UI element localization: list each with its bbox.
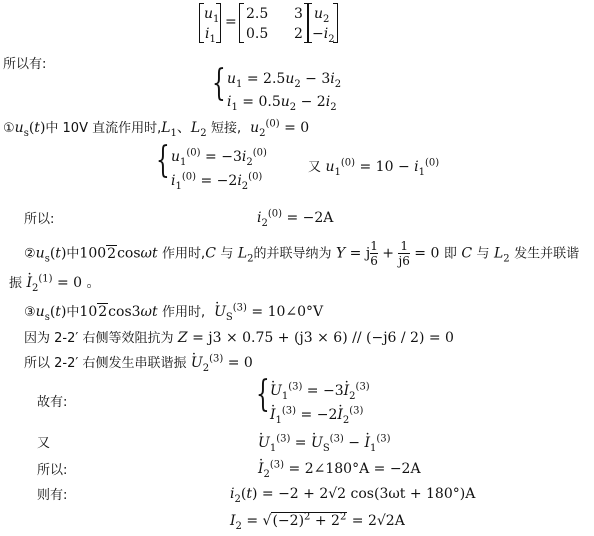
resonance-cont-line: 振 · $I_2^{(1)} = 0$ 。 — [9, 276, 101, 290]
therefore-label: 故有: — [37, 395, 68, 410]
eq-u1-3: · $U_1^{(3)} = -3\cdot I_2^{(3)}$ — [270, 384, 370, 398]
matrix-coefficients: 2.5 3 0.5 2 — [239, 3, 309, 43]
brace-1: { — [212, 63, 226, 104]
eq-i2-dc: $i_2^{(0)} = -2A$ — [257, 208, 334, 229]
brace-3: { — [256, 374, 270, 415]
series-resonance-line: 所以 2-2′ 右侧发生串联谐振 · $U_2^{(3)} = 0$ — [24, 356, 253, 370]
equals-sign: = — [225, 14, 237, 30]
eq-i2-3: · $I_2^{(3)}$ = 2∠180°A = −2A — [258, 462, 421, 476]
impedance-line: 因为 2-2′ 右侧等效阻抗为 Z = j3 × 0.75 + (j3 × 6) // (−j6 / 2) = 0 — [24, 330, 454, 346]
ac3-case-line: $③u_s(t)$中102cos3ωt 作用时, · $U_S^{(3)}$ = 10∠0°V — [24, 305, 323, 319]
eq-i2t: $i_2(t) = -2 + 2√2$ cos(3ωt + 180°)A — [230, 486, 476, 505]
eq-i1: $i_1 = 0.5u_2 - 2i_2$ — [227, 94, 337, 113]
so-label-1: 所以: — [24, 212, 55, 227]
ac100-case-line: $②u_s(t)$中1002cosωt 作用时,C 与 $L_2$的并联导纳为 Y = j $\frac{1}{6}$ + $\frac{1}{j6}$ = 0 即 C 与 $L_2$ 发生并联谐 — [24, 239, 580, 268]
matrix-rhs: $u_2$ $-i_2$ — [307, 3, 338, 43]
matrix-lhs: $u_1$ $i_1$ — [199, 3, 221, 43]
eq-u1: $u_1 = 2.5u_2 - 3i_2$ — [227, 71, 342, 90]
eq-u1-dc: $u_1^{(0)} = -3i_2^{(0)}$ — [171, 147, 267, 168]
so-have-label: 所以有: — [3, 57, 47, 72]
also-label-2: 又 — [37, 436, 51, 451]
so-label-2: 所以: — [37, 463, 68, 478]
then-label: 则有: — [37, 488, 68, 503]
eq-u1-3-kvl: · $U_1^{(3)}$ = · $U_S^{(3)}$ − · $I_1^{(3)}$ — [258, 436, 391, 450]
eq-i1-3: · $I_1^{(3)} = -2\cdot I_2^{(3)}$ — [270, 408, 363, 422]
also-eq: 又 $u_1^{(0)} = 10 - i_1^{(0)}$ — [308, 157, 440, 178]
eq-i1-dc: $i_1^{(0)} = -2i_2^{(0)}$ — [171, 171, 263, 192]
dc-case-line: $①u_s(t)$中 10V 直流作用时$,L_1$、$L_2$ 短接, $u_2^{(0)} = 0$ — [3, 118, 310, 139]
brace-2: { — [156, 140, 170, 181]
eq-I2: $I_2 = √(-2)^2 + 2^2 = 2√2A$ — [230, 511, 405, 532]
